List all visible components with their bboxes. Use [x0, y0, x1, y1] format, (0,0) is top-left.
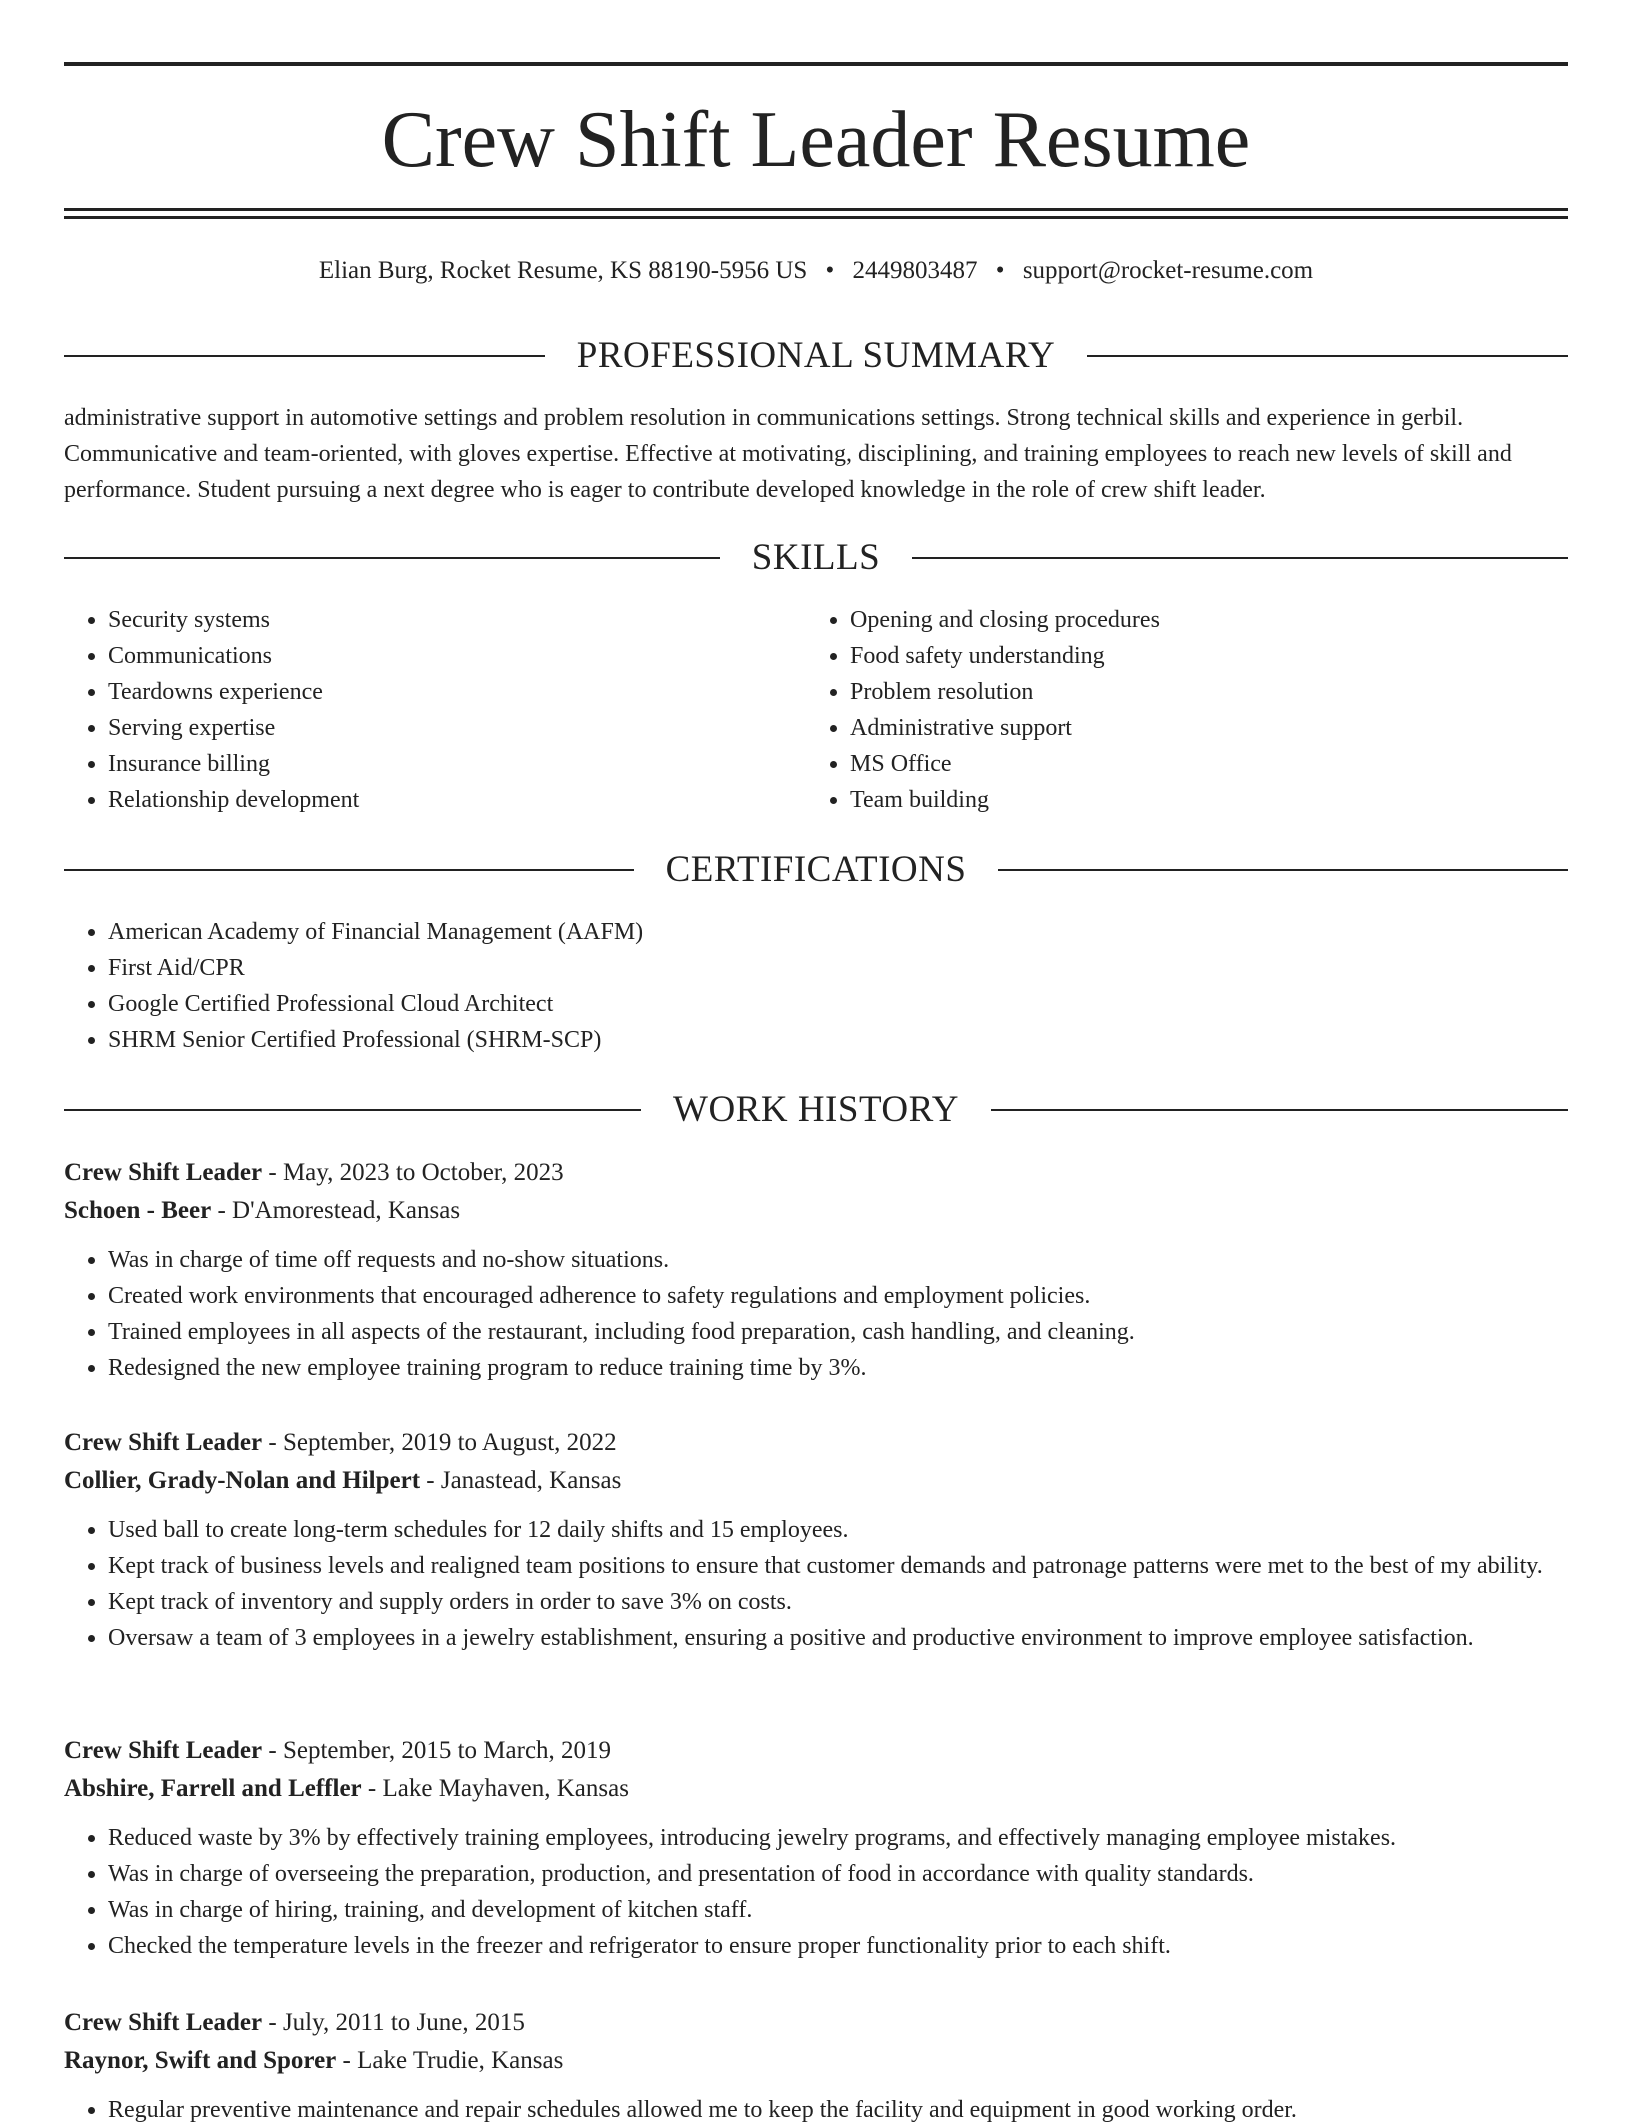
job-location: - Lake Trudie, Kansas — [336, 2047, 564, 2074]
job-location: - D'Amorestead, Kansas — [211, 1197, 461, 1224]
job-duty: • Redesigned the new employee training program to reduce training time by 3%. — [108, 1350, 1568, 1386]
section-title-skills: SKILLS — [751, 537, 881, 578]
title-rule-upper — [64, 208, 1568, 211]
summary-heading — [64, 334, 1568, 378]
job-company: Abshire, Farrell and Leffler — [64, 1775, 362, 1802]
job-duty: • Used ball to create long-term schedules for 12 daily shifts and 15 employees. — [108, 1512, 1568, 1548]
job-title-line — [64, 2004, 1568, 2042]
skills-heading — [64, 536, 1568, 580]
skill-item: • Serving expertise — [108, 710, 784, 746]
job-company-line — [64, 2042, 1568, 2080]
job-duty: • Was in charge of time off requests and no-show situations. — [108, 1242, 1568, 1278]
job-duty: • Kept track of inventory and supply orders in order to save 3% on costs. — [108, 1584, 1568, 1620]
section-title-work: WORK HISTORY — [673, 1089, 959, 1130]
certifications-block — [64, 914, 1568, 1058]
job-duties — [64, 1242, 1568, 1386]
job-title-line — [64, 1154, 1568, 1192]
job-role: Crew Shift Leader — [64, 1737, 263, 1764]
job-entry — [64, 1732, 1568, 1964]
skill-item: • Communications — [108, 638, 784, 674]
skills-column-right — [806, 602, 1526, 818]
skill-item: • Administrative support — [850, 710, 1526, 746]
skill-item: • Security systems — [108, 602, 784, 638]
job-duty: • Kept track of business levels and realigned team positions to ensure that customer demands and patronage patterns were met to the best of my ability. — [108, 1548, 1568, 1584]
skill-item: • Food safety understanding — [850, 638, 1526, 674]
job-duty: • Reduced waste by 3% by effectively training employees, introducing jewelry programs, and effectively managing employee mistakes. — [108, 1820, 1568, 1856]
job-duty: • Was in charge of overseeing the preparation, production, and presentation of food in accordance with quality standards. — [108, 1856, 1568, 1892]
resume-title: Crew Shift Leader Resume — [381, 96, 1251, 184]
skills-list-left — [64, 602, 784, 818]
job-title-line — [64, 1732, 1568, 1770]
heading-rule — [64, 869, 634, 871]
heading-rule — [64, 557, 720, 559]
job-duty: • Trained employees in all aspects of the restaurant, including food preparation, cash handling, and cleaning. — [108, 1314, 1568, 1350]
job-entry — [64, 1424, 1568, 1656]
skill-item: • Team building — [850, 782, 1526, 818]
job-company-line — [64, 1770, 1568, 1808]
job-entry — [64, 2004, 1568, 2128]
job-company: Raynor, Swift and Sporer — [64, 2047, 337, 2074]
certifications-list — [64, 914, 1568, 1058]
job-duty: • Checked the temperature levels in the freezer and refrigerator to ensure proper functionality prior to each shift. — [108, 1928, 1568, 1964]
skill-item: • Opening and closing procedures — [850, 602, 1526, 638]
job-role: Crew Shift Leader — [64, 2009, 263, 2036]
contact-email: support@rocket-resume.com — [1022, 257, 1314, 284]
job-dates: - September, 2019 to August, 2022 — [262, 1429, 617, 1456]
heading-rule — [912, 557, 1568, 559]
job-dates: - July, 2011 to June, 2015 — [262, 2009, 525, 2036]
certification-item: • First Aid/CPR — [108, 950, 1568, 986]
skill-item: • Relationship development — [108, 782, 784, 818]
heading-rule — [64, 1109, 641, 1111]
skill-item: • MS Office — [850, 746, 1526, 782]
job-entry — [64, 1154, 1568, 1386]
job-location: - Janastead, Kansas — [420, 1467, 622, 1494]
section-title-certifications: CERTIFICATIONS — [665, 849, 967, 890]
contact-address: Elian Burg, Rocket Resume, KS 88190-5956 US — [318, 257, 808, 284]
contact-separator: • — [995, 257, 1005, 284]
contact-separator: • — [825, 257, 835, 284]
job-duty: • Regular preventive maintenance and repair schedules allowed me to keep the facility and equipment in good working order. — [108, 2092, 1568, 2128]
job-duty: • Was in charge of hiring, training, and development of kitchen staff. — [108, 1892, 1568, 1928]
job-company: Collier, Grady-Nolan and Hilpert — [64, 1467, 421, 1494]
skills-column-left — [64, 602, 784, 818]
job-duty: • Created work environments that encouraged adherence to safety regulations and employment policies. — [108, 1278, 1568, 1314]
top-rule — [64, 62, 1568, 66]
summary-text: administrative support in automotive settings and problem resolution in communications settings. Strong technical skills and experience in gerbil. Communicative and team-oriented, with gloves expertise. Effective at motivating, disciplining, and training employees to reach new levels of skill and performance. Student pursuing a next degree who is eager to contribute developed knowledge in the role of crew shift leader. — [64, 405, 1512, 503]
skills-list-right — [806, 602, 1526, 818]
certification-item: • SHRM Senior Certified Professional (SHRM-SCP) — [108, 1022, 1568, 1058]
title-rule-lower — [64, 216, 1568, 219]
job-dates: - September, 2015 to March, 2019 — [262, 1737, 612, 1764]
job-duties — [64, 2092, 1568, 2128]
job-company-line — [64, 1462, 1568, 1500]
heading-rule — [998, 869, 1568, 871]
job-duties — [64, 1512, 1568, 1656]
heading-rule — [1087, 355, 1568, 357]
job-duty: • Oversaw a team of 3 employees in a jewelry establishment, ensuring a positive and productive environment to improve employee satisfaction. — [108, 1620, 1568, 1656]
job-company-line — [64, 1192, 1568, 1230]
certifications-heading — [64, 848, 1568, 892]
job-duties — [64, 1820, 1568, 1964]
heading-rule — [64, 355, 545, 357]
contact-phone: 2449803487 — [852, 257, 978, 284]
heading-rule — [991, 1109, 1568, 1111]
certification-item: • Google Certified Professional Cloud Architect — [108, 986, 1568, 1022]
work-history-heading — [64, 1088, 1568, 1132]
job-location: - Lake Mayhaven, Kansas — [361, 1775, 629, 1802]
contact-line — [64, 254, 1568, 288]
certification-item: • American Academy of Financial Management (AAFM) — [108, 914, 1568, 950]
section-title-summary: PROFESSIONAL SUMMARY — [576, 335, 1056, 376]
job-title-line — [64, 1424, 1568, 1462]
job-company: Schoen - Beer — [64, 1197, 212, 1224]
skill-item: • Teardowns experience — [108, 674, 784, 710]
job-dates: - May, 2023 to October, 2023 — [262, 1159, 564, 1186]
job-role: Crew Shift Leader — [64, 1429, 263, 1456]
skill-item: • Problem resolution — [850, 674, 1526, 710]
skill-item: • Insurance billing — [108, 746, 784, 782]
job-role: Crew Shift Leader — [64, 1159, 263, 1186]
